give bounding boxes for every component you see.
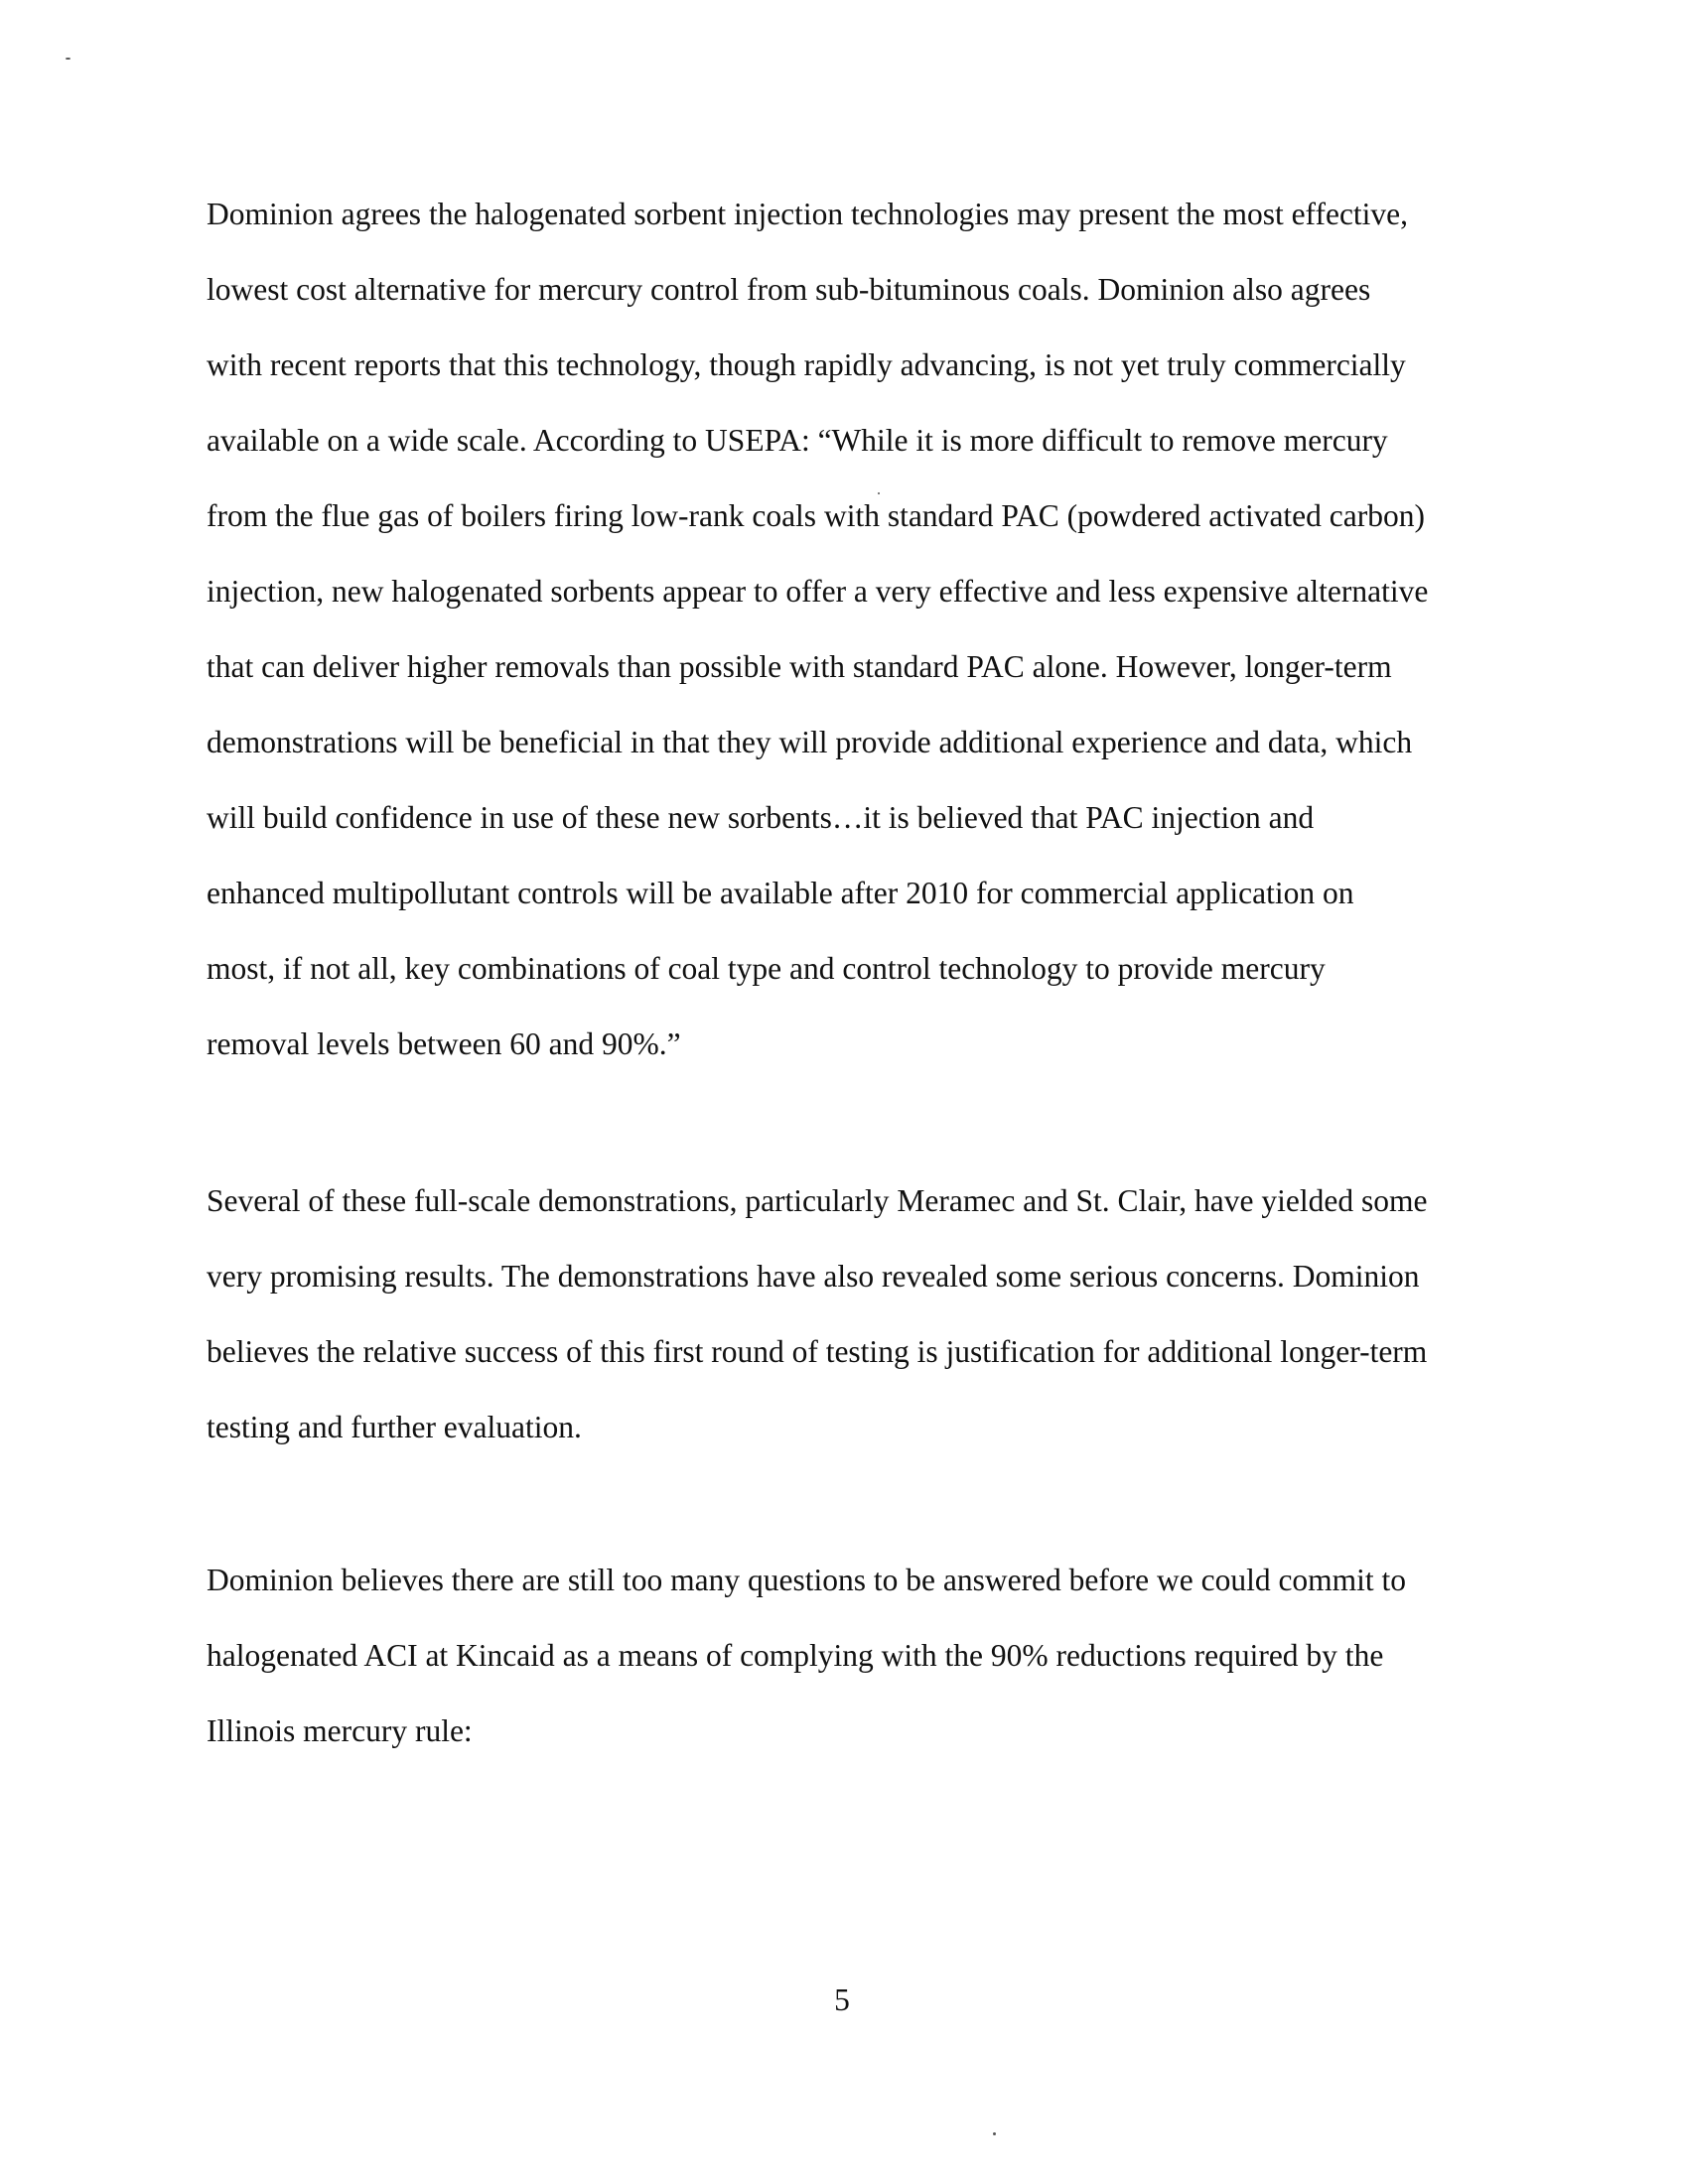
- paragraph-line: from the flue gas of boilers firing low-rank coals with standard PAC (powdered activated carbon): [207, 498, 1425, 533]
- paragraph-line: removal levels between 60 and 90%.”: [207, 1026, 681, 1061]
- paragraph-line: that can deliver higher removals than possible with standard PAC alone. However, longer-term: [207, 649, 1392, 684]
- paragraph-line: testing and further evaluation.: [207, 1410, 582, 1444]
- paragraph-line: lowest cost alternative for mercury control from sub-bituminous coals. Dominion also agrees: [207, 272, 1371, 307]
- paragraph-line: believes the relative success of this first round of testing is justification for additional longer-term: [207, 1334, 1428, 1369]
- paragraph-line: Several of these full-scale demonstrations, particularly Meramec and St. Clair, have yielded some: [207, 1183, 1428, 1218]
- paragraph-line: very promising results. The demonstrations have also revealed some serious concerns. Dominion: [207, 1259, 1420, 1294]
- paragraph-line: injection, new halogenated sorbents appear to offer a very effective and less expensive alternative: [207, 574, 1429, 609]
- paragraph-line: most, if not all, key combinations of coal type and control technology to provide mercury: [207, 951, 1326, 986]
- paragraph-line: Illinois mercury rule:: [207, 1713, 473, 1748]
- scan-speck: [66, 58, 70, 60]
- paragraph-line: demonstrations will be beneficial in that they will provide additional experience and data, which: [207, 725, 1413, 759]
- scan-speck: [878, 492, 880, 494]
- paragraph-line: will build confidence in use of these new sorbents…it is believed that PAC injection and: [207, 800, 1315, 835]
- paragraph-line: available on a wide scale. According to USEPA: “While it is more difficult to remove mercury: [207, 423, 1388, 458]
- paragraph-line: enhanced multipollutant controls will be available after 2010 for commercial application on: [207, 876, 1354, 910]
- paragraph-line: with recent reports that this technology, though rapidly advancing, is not yet truly commercially: [207, 347, 1406, 382]
- scan-speck: [993, 2132, 996, 2135]
- page-number: 5: [834, 1982, 850, 2017]
- paragraph-line: Dominion agrees the halogenated sorbent injection technologies may present the most effective,: [207, 197, 1409, 231]
- paragraph-line: Dominion believes there are still too many questions to be answered before we could commit to: [207, 1563, 1407, 1597]
- paragraph-line: halogenated ACI at Kincaid as a means of complying with the 90% reductions required by the: [207, 1638, 1384, 1673]
